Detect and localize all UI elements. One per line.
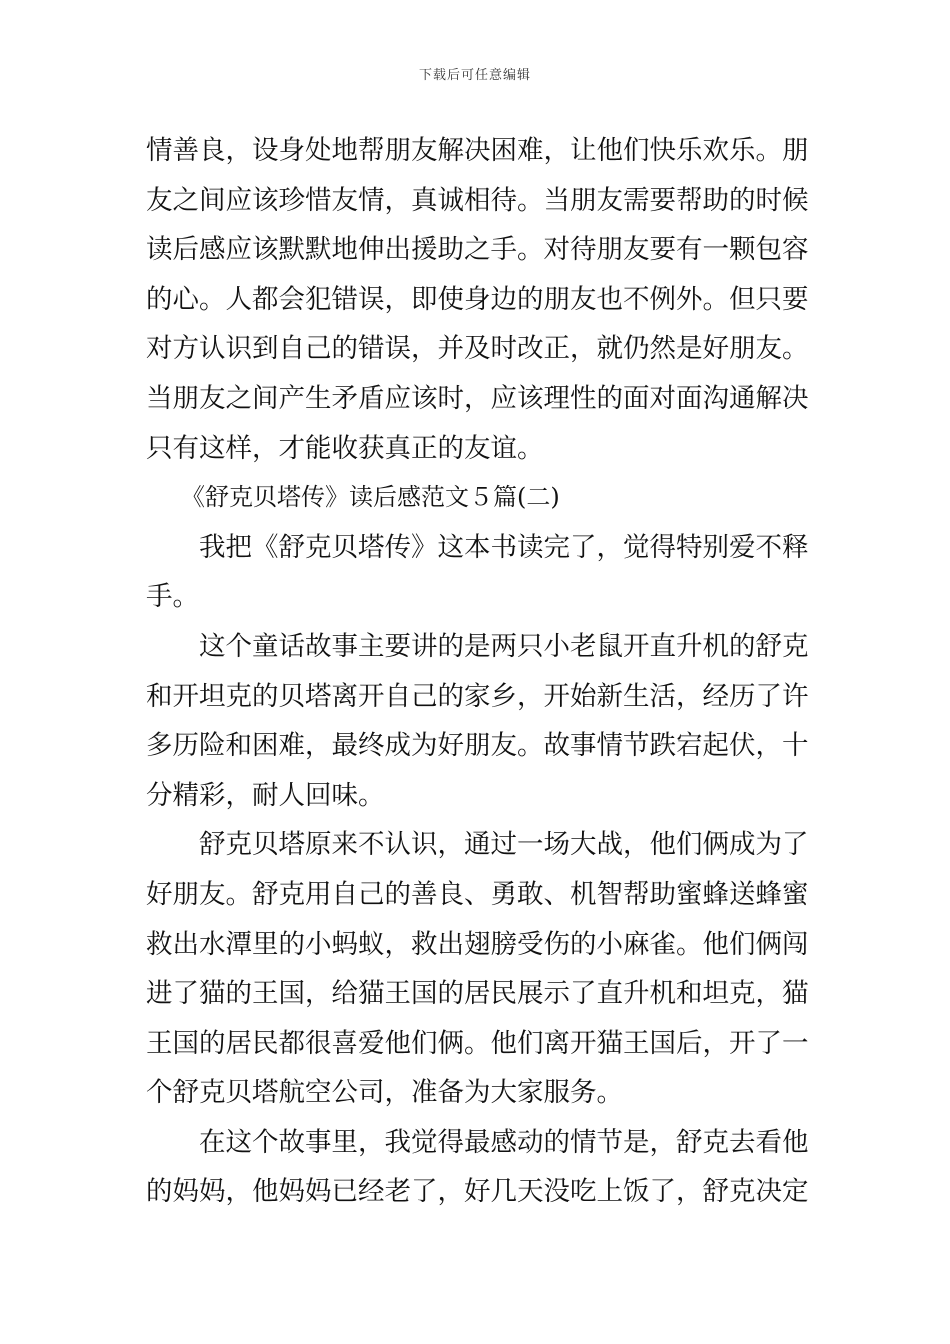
paragraph-first-line: 这个童话故事主要讲的是两只小老鼠开直升机的舒克 <box>199 630 809 662</box>
page-header: 下载后可任意编辑 <box>418 68 531 83</box>
text-line: 救出水潭里的小蚂蚁，救出翅膀受伤的小麻雀。他们俩闯 <box>146 928 809 960</box>
text-line: 手。 <box>146 581 199 613</box>
text-line: 的妈妈，他妈妈已经老了，好几天没吃上饭了，舒克决定 <box>146 1176 809 1208</box>
text-line: 的心。人都会犯错误，即使身边的朋友也不例外。但只要 <box>146 283 809 315</box>
section-heading: 《舒克贝塔传》读后感范文５篇(二) <box>181 483 560 512</box>
text-line: 只有这样，才能收获真正的友谊。 <box>146 432 544 464</box>
document-body <box>146 126 808 1217</box>
paragraph-first-line: 舒克贝塔原来不认识，通过一场大战，他们俩成为了 <box>199 829 809 861</box>
text-line: 个舒克贝塔航空公司，准备为大家服务。 <box>146 1077 623 1109</box>
text-line: 和开坦克的贝塔离开自己的家乡，开始新生活，经历了许 <box>146 680 809 712</box>
text-line: 多历险和困难，最终成为好朋友。故事情节跌宕起伏，十 <box>146 730 809 762</box>
text-line: 好朋友。舒克用自己的善良、勇敢、机智帮助蜜蜂送蜂蜜 <box>146 878 809 910</box>
text-line: 当朋友之间产生矛盾应该时，应该理性的面对面沟通解决 <box>146 382 809 414</box>
text-line: 分精彩，耐人回味。 <box>146 779 385 811</box>
text-line: 对方认识到自己的错误，并及时改正，就仍然是好朋友。 <box>146 333 809 365</box>
paragraph-first-line: 在这个故事里，我觉得最感动的情节是，舒克去看他 <box>199 1126 809 1158</box>
text-line: 王国的居民都很喜爱他们俩。他们离开猫王国后，开了一 <box>146 1027 809 1059</box>
text-line: 情善良，设身处地帮朋友解决困难，让他们快乐欢乐。朋 <box>146 135 809 166</box>
text-line: 进了猫的王国，给猫王国的居民展示了直升机和坦克，猫 <box>146 978 809 1010</box>
text-line: 读后感应该默默地伸出援助之手。对待朋友要有一颗包容 <box>146 234 809 266</box>
text-line: 友之间应该珍惜友情，真诚相待。当朋友需要帮助的时候 <box>146 184 809 216</box>
paragraph-first-line: 我把《舒克贝塔传》这本书读完了，觉得特别爱不释 <box>199 531 809 563</box>
